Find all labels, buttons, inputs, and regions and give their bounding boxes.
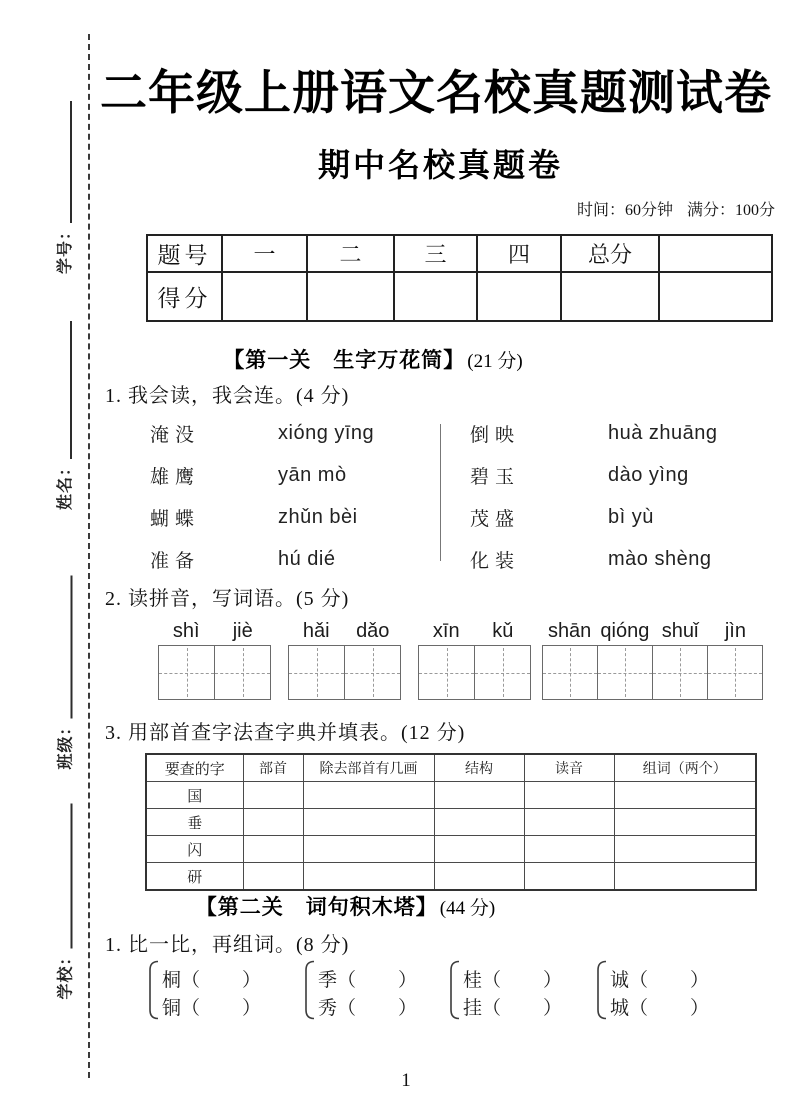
- section1-heading: [103, 344, 643, 374]
- dict-table-header-cell: 读音: [524, 754, 614, 782]
- word-pair-lines: [162, 965, 261, 1021]
- score-table-score-cell: [659, 272, 772, 321]
- seal-field-label: 学号：: [56, 222, 74, 274]
- section1-points: (21 分): [467, 351, 523, 372]
- dict-table-blank-cell: [243, 863, 303, 891]
- pinyin-syllable: jìn: [724, 620, 746, 642]
- pinyin-grid-group: [158, 615, 271, 700]
- dict-table-header-cell: 要查的字: [146, 754, 243, 782]
- match-word: 准备: [150, 550, 201, 572]
- pair-word: 挂: [463, 998, 483, 1019]
- match-group-left: [150, 412, 374, 580]
- section2-heading: [103, 891, 588, 921]
- score-table-header-cell: 四: [477, 235, 561, 272]
- pinyin-syllable: shuǐ: [661, 620, 699, 642]
- paren-open: （: [482, 998, 502, 1019]
- dict-table-blank-cell: [614, 782, 756, 809]
- score-table-header-cell: 一: [222, 235, 307, 272]
- word-pair-line: [610, 965, 709, 993]
- match-row: [150, 412, 374, 454]
- score-table-header-cell: 二: [307, 235, 394, 272]
- writing-grid-cell: [289, 646, 345, 699]
- paren-open: （: [482, 970, 502, 991]
- paren-open: （: [181, 998, 201, 1019]
- word-pair-line: [318, 993, 417, 1021]
- match-pinyin: zhǔn bèi: [278, 505, 358, 528]
- paren-open: （: [629, 998, 649, 1019]
- dict-table-blank-cell: [243, 836, 303, 863]
- match-row: [470, 538, 718, 580]
- match-group-right: [470, 412, 718, 580]
- pinyin-syllable: kǔ: [492, 620, 514, 642]
- pinyin-syllable: jiè: [232, 620, 253, 642]
- pair-word: 铜: [162, 998, 182, 1019]
- paren-close: ）: [242, 970, 262, 991]
- pinyin-syllable: qióng: [600, 620, 650, 642]
- paren-close: ）: [543, 970, 563, 991]
- dict-table-char-cell: 垂: [146, 809, 243, 836]
- match-word: 蝴蝶: [150, 508, 201, 530]
- writing-grid: [418, 645, 531, 700]
- seal-field-blank: [54, 321, 72, 459]
- pair-word: 季: [318, 970, 338, 991]
- paren-close: ）: [398, 998, 418, 1019]
- pair-word: 秀: [318, 998, 338, 1019]
- paren-open: （: [337, 998, 357, 1019]
- brace-icon: [303, 960, 315, 1025]
- writing-grid-cell: [543, 646, 598, 699]
- pinyin-syllable: shān: [547, 620, 592, 642]
- word-pair: [595, 960, 709, 1025]
- word-pair-line: [610, 993, 709, 1021]
- writing-grid-cell: [215, 646, 270, 699]
- s1-q2-label: 2. 读拼音，写词语。(5 分): [105, 588, 350, 610]
- match-pinyin: hú dié: [278, 547, 336, 570]
- brace-icon: [147, 960, 159, 1025]
- score-table-score-cell: [222, 272, 307, 321]
- dict-table-blank-cell: [524, 809, 614, 836]
- s1-q3-label: 3. 用部首查字法查字典并填表。(12 分): [105, 722, 466, 744]
- word-pair-lines: [463, 965, 562, 1021]
- dict-table-char-cell: 研: [146, 863, 243, 891]
- score-table-score-cell: [477, 272, 561, 321]
- paren-open: （: [337, 970, 357, 991]
- seal-field: [50, 320, 76, 510]
- s2-q1-label: 1. 比一比，再组词。(8 分): [105, 934, 350, 956]
- dictionary-lookup-table: [145, 753, 757, 891]
- word-pairs-row: [0, 960, 800, 1024]
- writing-grid-cell: [598, 646, 653, 699]
- paren-close: ）: [690, 998, 710, 1019]
- match-pinyin: bì yù: [608, 505, 654, 528]
- dict-table-header-cell: 结构: [434, 754, 524, 782]
- writing-grid-cell: [708, 646, 762, 699]
- match-pinyin: huà zhuāng: [608, 421, 718, 444]
- score-table: [146, 234, 773, 322]
- writing-grid-cell: [419, 646, 475, 699]
- pinyin-syllable: xīn: [432, 620, 460, 642]
- writing-grid-cell: [475, 646, 530, 699]
- writing-grid-cell: [653, 646, 708, 699]
- word-pair-lines: [318, 965, 417, 1021]
- word-pair-line: [463, 965, 562, 993]
- score-table-header-cell: 总分: [561, 235, 659, 272]
- match-row: [150, 538, 374, 580]
- seal-field-blank: [54, 101, 72, 223]
- match-word: 化装: [470, 550, 521, 572]
- score-table-header-cell: 题号: [147, 235, 222, 272]
- word-pair-line: [318, 965, 417, 993]
- paren-close: ）: [690, 970, 710, 991]
- seal-dashed-line: [88, 34, 90, 1078]
- match-word: 碧玉: [470, 466, 521, 488]
- dict-table-blank-cell: [303, 863, 434, 891]
- dict-table-blank-cell: [524, 782, 614, 809]
- seal-field: [50, 575, 76, 770]
- paren-close: ）: [242, 998, 262, 1019]
- section2-title: 【第二关 词句积木塔】: [195, 896, 438, 919]
- dict-table-blank-cell: [303, 836, 434, 863]
- pinyin-label-row: [158, 615, 271, 643]
- match-row: [470, 412, 718, 454]
- pinyin-label-row: [418, 615, 531, 643]
- pair-word: 桂: [463, 970, 483, 991]
- seal-field-label: 班级：: [56, 718, 74, 770]
- dict-table-blank-cell: [614, 809, 756, 836]
- writing-grid: [542, 645, 763, 700]
- dict-table-blank-cell: [243, 809, 303, 836]
- dict-table-header-cell: 除去部首有几画: [303, 754, 434, 782]
- match-row: [470, 496, 718, 538]
- seal-field-label: 姓名：: [56, 458, 74, 510]
- score-table-score-cell: [561, 272, 659, 321]
- word-pair-line: [162, 993, 261, 1021]
- dict-table-blank-cell: [614, 836, 756, 863]
- paren-open: （: [181, 970, 201, 991]
- score-table-header-cell: 三: [394, 235, 477, 272]
- word-pair-line: [162, 965, 261, 993]
- s1-q1-label: 1. 我会读，我会连。(4 分): [105, 385, 350, 407]
- match-word: 雄鹰: [150, 466, 201, 488]
- word-pair: [303, 960, 417, 1025]
- pair-word: 诚: [610, 970, 630, 991]
- page-title: 二年级上册语文名校真题测试卷: [100, 66, 772, 119]
- paren-open: （: [629, 970, 649, 991]
- dict-table-blank-cell: [434, 809, 524, 836]
- writing-grid-cell: [345, 646, 400, 699]
- writing-grid: [288, 645, 401, 700]
- score-table-score-cell: [307, 272, 394, 321]
- match-word: 茂盛: [470, 508, 521, 530]
- dict-table-header-cell: 组词（两个）: [614, 754, 756, 782]
- score-table-score-cell: [394, 272, 477, 321]
- pair-word: 桐: [162, 970, 182, 991]
- dict-table-blank-cell: [524, 836, 614, 863]
- pinyin-grid-group: [288, 615, 401, 700]
- section2-points: (44 分): [439, 898, 496, 919]
- score-table-header-cell: [659, 235, 772, 272]
- dict-table-blank-cell: [524, 863, 614, 891]
- pinyin-syllable: hǎi: [302, 620, 330, 642]
- match-divider-line: [440, 424, 441, 561]
- dict-table-blank-cell: [303, 809, 434, 836]
- pinyin-syllable: shì: [172, 620, 200, 642]
- word-pair: [147, 960, 261, 1025]
- word-pair-lines: [610, 965, 709, 1021]
- word-pair: [448, 960, 562, 1025]
- page-subtitle: 期中名校真题卷: [317, 147, 563, 183]
- pinyin-grid-group: [542, 615, 763, 700]
- pair-word: 城: [610, 998, 630, 1019]
- match-pinyin: dào yìng: [608, 463, 689, 486]
- pinyin-syllable: dǎo: [356, 620, 390, 642]
- match-row: [470, 454, 718, 496]
- match-row: [150, 496, 374, 538]
- full-score-info: 满分：100分: [686, 202, 775, 219]
- writing-grid-cell: [159, 646, 215, 699]
- word-pair-line: [463, 993, 562, 1021]
- seal-field-blank: [54, 803, 72, 948]
- dict-table-blank-cell: [434, 863, 524, 891]
- seal-field-blank: [54, 575, 72, 718]
- seal-field-label: 学校：: [56, 948, 74, 1000]
- paren-close: ）: [543, 998, 563, 1019]
- pinyin-label-row: [288, 615, 401, 643]
- time-info: 时间：60分钟: [576, 202, 673, 219]
- dict-table-blank-cell: [243, 782, 303, 809]
- paren-close: ）: [398, 970, 418, 991]
- brace-icon: [448, 960, 460, 1025]
- match-pinyin: yān mò: [278, 463, 347, 486]
- dict-table-header-cell: 部首: [243, 754, 303, 782]
- dict-table-char-cell: 国: [146, 782, 243, 809]
- exam-info: [400, 197, 775, 220]
- dict-table-blank-cell: [303, 782, 434, 809]
- dict-table-blank-cell: [434, 836, 524, 863]
- writing-grid: [158, 645, 271, 700]
- match-row: [150, 454, 374, 496]
- match-pinyin: mào shèng: [608, 547, 712, 570]
- seal-field: [50, 100, 76, 274]
- match-word: 淹没: [150, 424, 201, 446]
- page-number: 1: [401, 1070, 411, 1091]
- score-table-score-cell: 得分: [147, 272, 222, 321]
- dict-table-blank-cell: [434, 782, 524, 809]
- pinyin-grid-group: [418, 615, 531, 700]
- section1-title: 【第一关 生字万花筒】: [223, 349, 466, 372]
- pinyin-label-row: [542, 615, 763, 643]
- match-pinyin: xióng yīng: [278, 421, 375, 444]
- dict-table-char-cell: 闪: [146, 836, 243, 863]
- match-word: 倒映: [470, 424, 521, 446]
- dict-table-blank-cell: [614, 863, 756, 891]
- brace-icon: [595, 960, 607, 1025]
